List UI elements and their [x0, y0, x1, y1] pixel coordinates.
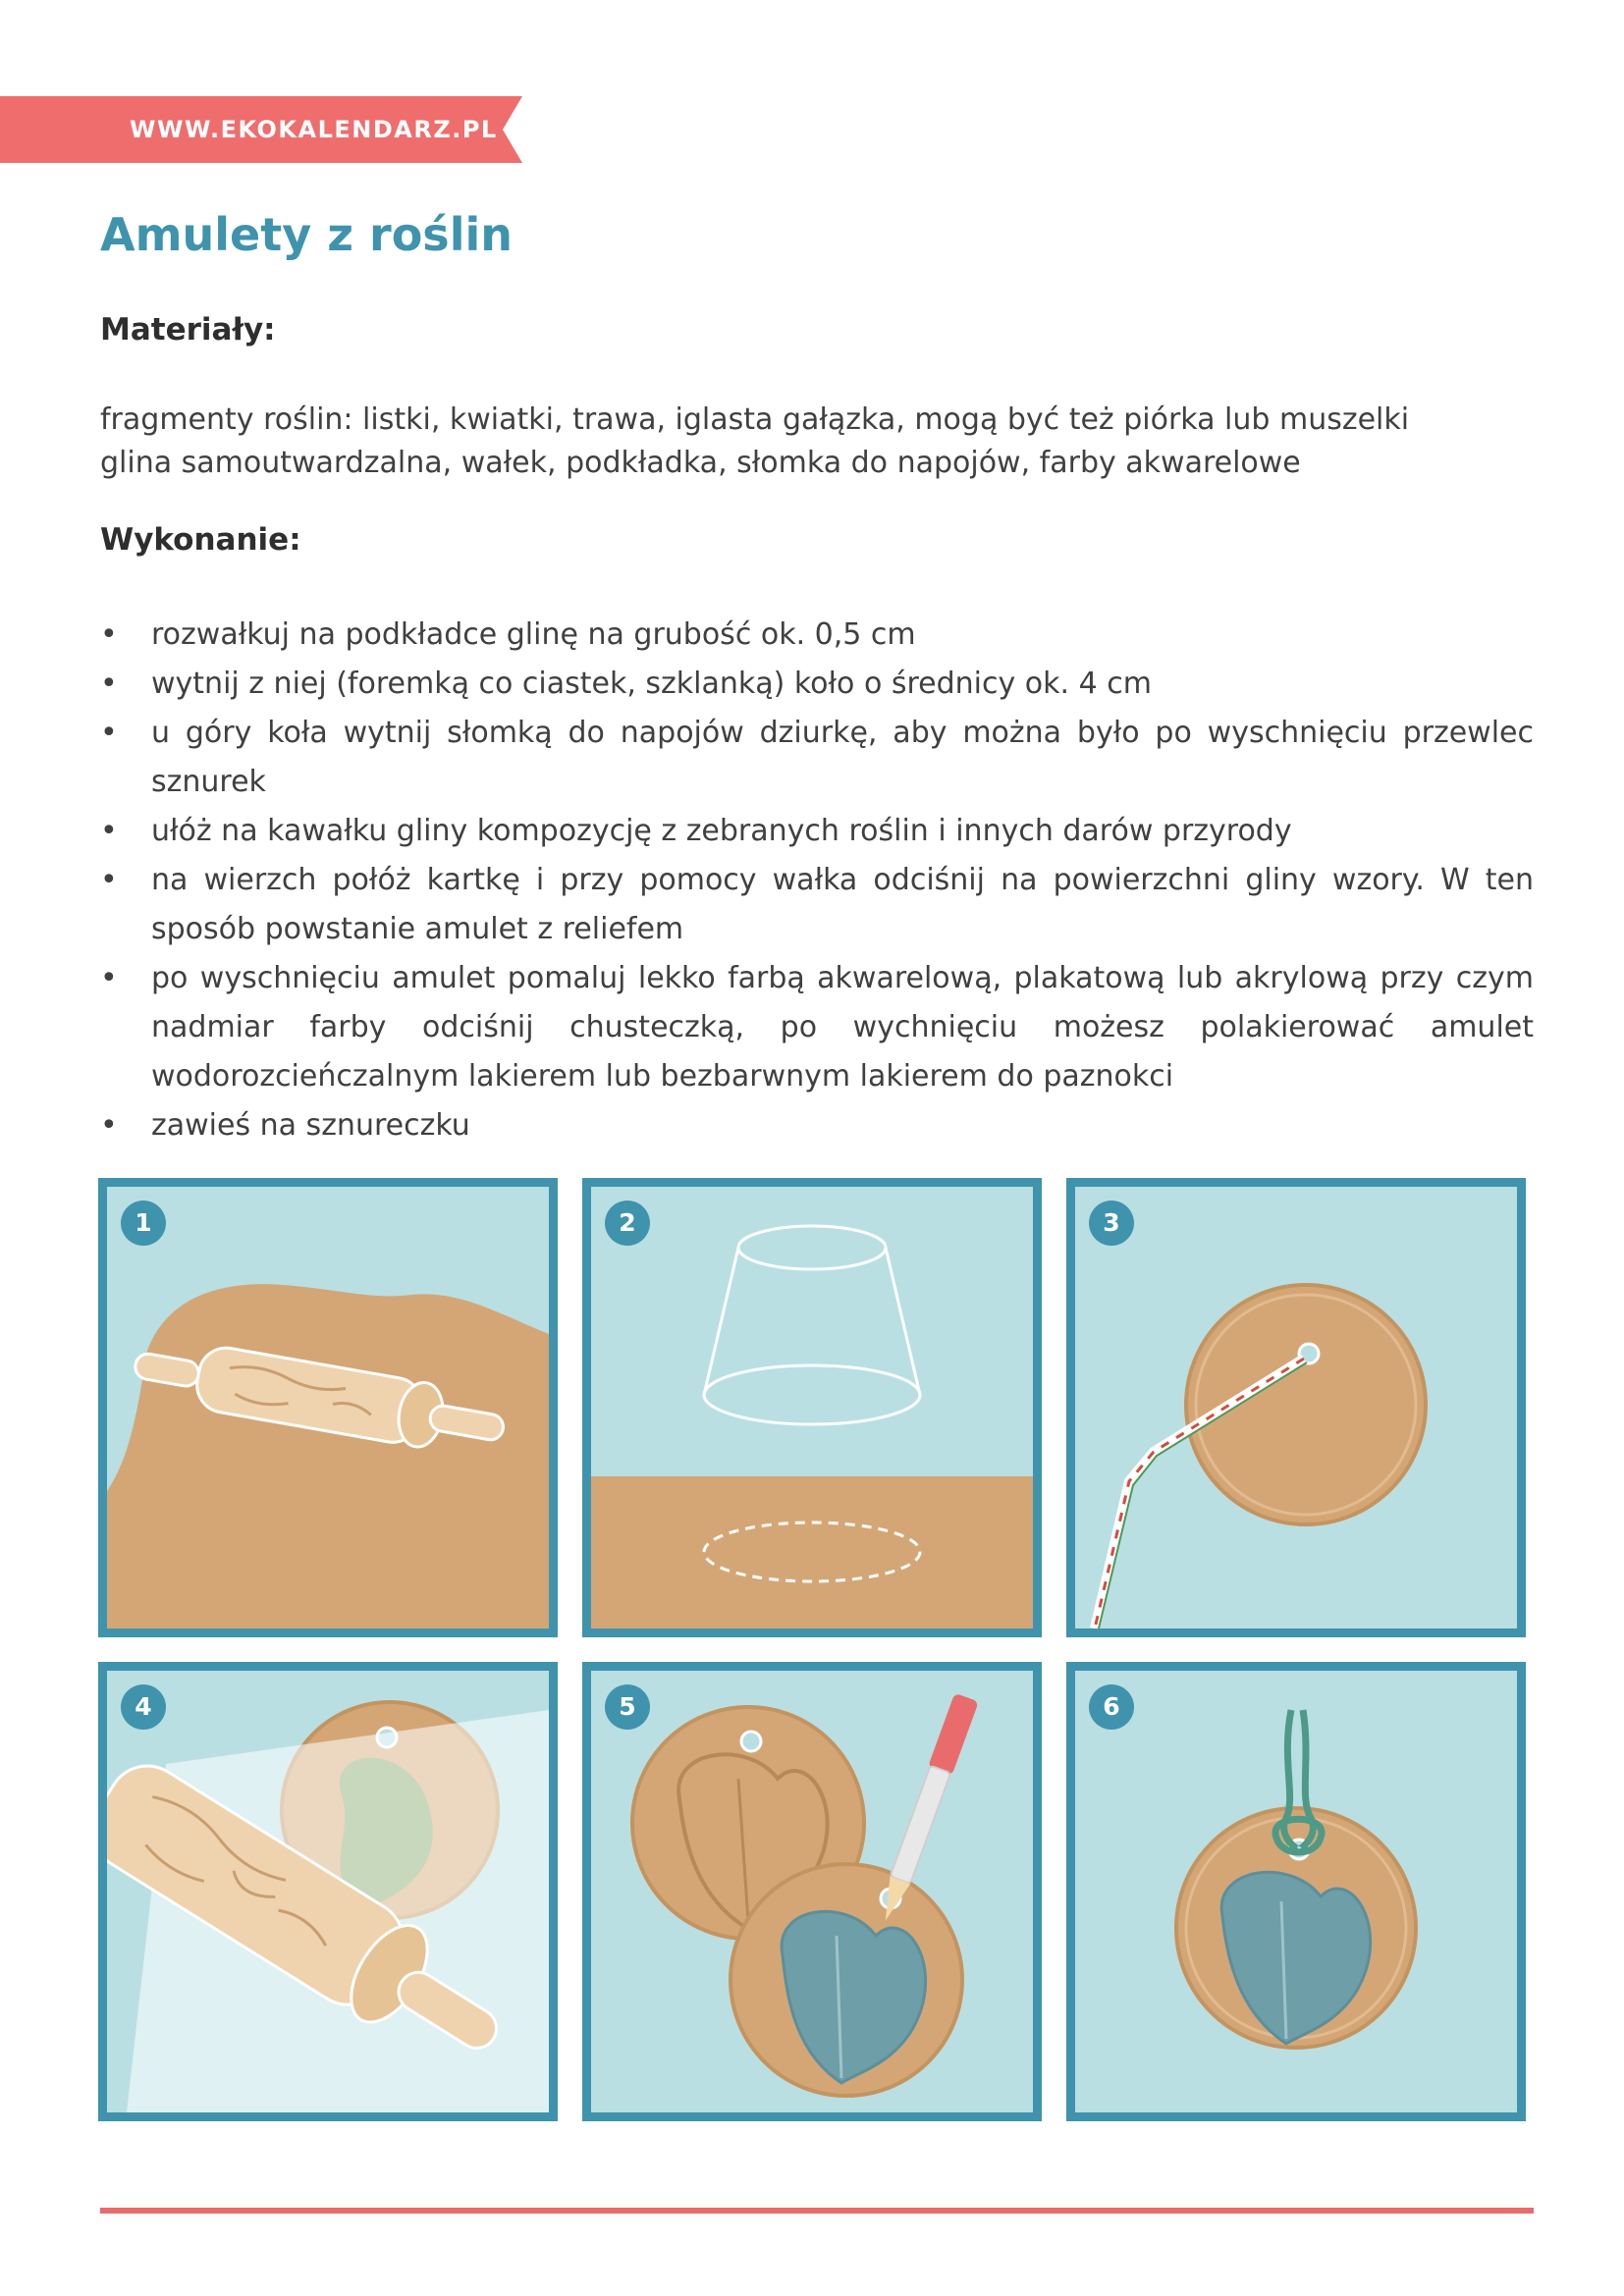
steps-list	[100, 611, 1534, 1150]
step-item: • po wyschnięciu amulet pomaluj lekko farbą akwarelową, plakatową lub akrylową przy czym nadmiar farby odciśnij chusteczką, po wychnięciu możesz polakierować amulet wodorozcieńczalnym lakierem lub bezbarwnym lakierem do paznokci	[100, 954, 1534, 1101]
site-banner	[0, 96, 522, 163]
rolling-leaf-impression-illustration	[107, 1671, 549, 2112]
step-item: • ułóż na kawałku gliny kompozycję z zebranych roślin i innych darów przyrody	[100, 807, 1534, 856]
step-number-badge: 2	[605, 1201, 650, 1246]
painting-amulet-illustration	[591, 1671, 1033, 2112]
step-number-badge: 1	[121, 1201, 166, 1246]
glass-cutting-circle-illustration	[591, 1187, 1033, 1629]
straw-punching-hole-illustration	[1075, 1187, 1517, 1629]
execution-heading: Wykonanie:	[100, 522, 301, 558]
illustration-panel-3	[1066, 1178, 1526, 1637]
illustration-panel-5	[582, 1662, 1042, 2121]
materials-list	[100, 399, 1534, 485]
materials-line: glina samoutwardzalna, wałek, podkładka, słomka do napojów, farby akwarelowe	[100, 446, 1301, 480]
step-number-badge: 5	[605, 1684, 650, 1730]
materials-line: fragmenty roślin: listki, kwiatki, trawa, iglasta gałązka, mogą być też piórka lub muszelki	[100, 402, 1410, 437]
illustration-panel-2	[582, 1178, 1042, 1637]
site-url[interactable]: WWW.EKOKALENDARZ.PL	[130, 116, 498, 143]
step-item: • zawieś na sznureczku	[100, 1101, 1534, 1150]
amulet-on-string-illustration	[1075, 1671, 1517, 2112]
step-item: • u góry koła wytnij słomką do napojów dziurkę, aby można było po wyschnięciu przewlec sznurek	[100, 709, 1534, 807]
illustration-panel-4	[98, 1662, 558, 2121]
step-number-badge: 4	[121, 1684, 166, 1730]
step-item: • wytnij z niej (foremką co ciastek, szklanką) koło o średnicy ok. 4 cm	[100, 660, 1534, 709]
page-title: Amulety z roślin	[100, 208, 513, 261]
step-number-badge: 6	[1089, 1684, 1134, 1730]
illustration-panel-6	[1066, 1662, 1526, 2121]
step-number-badge: 3	[1089, 1201, 1134, 1246]
footer-divider	[100, 2208, 1534, 2214]
rolling-pin-on-clay-illustration	[107, 1187, 549, 1629]
illustration-panel-1	[98, 1178, 558, 1637]
step-item: • na wierzch połóż kartkę i przy pomocy wałka odciśnij na powierzchni gliny wzory. W ten sposób powstanie amulet z reliefem	[100, 856, 1534, 954]
materials-heading: Materiały:	[100, 312, 276, 347]
step-item: • rozwałkuj na podkładce glinę na grubość ok. 0,5 cm	[100, 611, 1534, 660]
